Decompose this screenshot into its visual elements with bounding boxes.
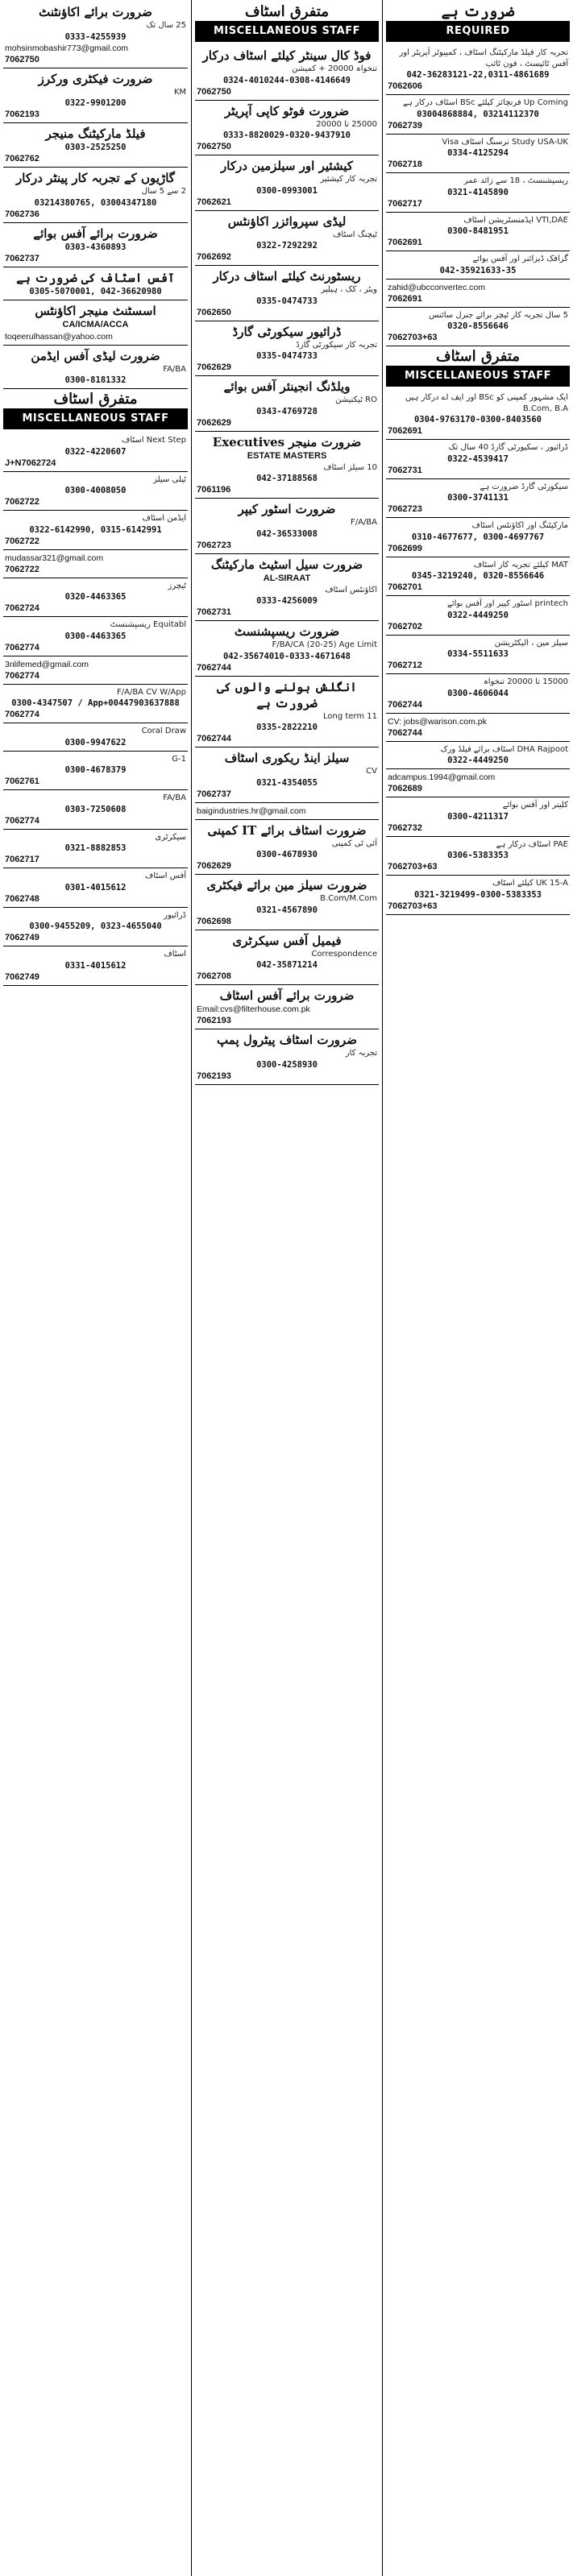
ad-code: 7062744	[388, 727, 422, 738]
ad-body: مارکیٹنگ اور اکاؤنٹس اسٹاف	[471, 521, 568, 530]
ad-body: Long term 11	[322, 711, 377, 721]
ad-body: گرافک ڈیزائنر اور آفس بوائے	[472, 255, 568, 263]
ad-code: 7062774	[5, 710, 39, 719]
classified-ad	[3, 433, 188, 472]
ad-headline: ضرورت منیجر Executives	[212, 434, 362, 449]
ad-body: 25000 تا 20000	[316, 119, 377, 129]
ad-english-tag: CA/ICMA/ACCA	[62, 319, 129, 329]
ad-code: 7062708	[197, 971, 231, 981]
classified-ad	[195, 1029, 379, 1085]
ad-code: 7062621	[197, 197, 231, 207]
ad-code: 7062737	[197, 789, 231, 799]
ad-phone[interactable]: 0321-3219499-0300-5383353	[413, 889, 542, 900]
ad-body: تجربہ کار	[345, 1049, 377, 1058]
ad-body: اسٹاف	[164, 950, 186, 959]
ad-phone[interactable]: 0321-8882853	[64, 843, 127, 853]
ad-headline: ضرورت سیلز مین برائے فیکٹری	[206, 878, 367, 892]
ad-body: Correspondence	[311, 949, 377, 959]
ad-code: 7062717	[5, 855, 39, 864]
ad-body: تجربہ کار فیلڈ مارکیٹنگ اسٹاف ، کمپیوٹر آپریٹر اور آفس ٹائپسٹ ، فون ٹائپ	[399, 48, 568, 68]
ad-body: 10 سیلز اسٹاف	[323, 462, 377, 472]
classified-ad	[195, 211, 379, 267]
middle-header-urdu: متفرق اسٹاف	[244, 3, 329, 20]
ad-code: 7062731	[197, 607, 231, 617]
left-misc-header-urdu: متفرق اسٹاف	[53, 391, 138, 408]
ad-phone[interactable]: 0321-4567890	[256, 905, 318, 915]
ad-code: 7062750	[197, 142, 231, 151]
classified-ad	[195, 432, 379, 499]
classified-ad	[195, 930, 379, 986]
ad-phone[interactable]: 042-35871214	[256, 960, 318, 970]
ad-phone[interactable]: 042-36283121-22,0311-4861689	[406, 70, 550, 80]
ad-headline: ضرورت ریسپشنسٹ	[234, 624, 340, 639]
ad-code: 7062723	[388, 504, 422, 514]
ad-email[interactable]: baigindustries.hr@gmail.com	[197, 806, 306, 816]
ad-code: 7062718	[388, 159, 422, 169]
classified-ad	[3, 123, 188, 168]
left-misc-header	[3, 391, 188, 429]
ad-headline: ضرورت برائے آفس اسٹاف	[219, 988, 355, 1003]
middle-header	[195, 3, 379, 42]
ad-code: 7062629	[197, 861, 231, 871]
ad-phone[interactable]: 0335-0474733	[256, 296, 318, 306]
ad-code: 7062703+63	[388, 901, 438, 911]
ad-code: 7062650	[197, 307, 231, 317]
ad-body: F/BA/CA (20-25) Age Limit	[272, 640, 377, 649]
ad-headline: ضرورت اسٹاف برائے IT کمپنی	[207, 822, 367, 838]
ad-body: RO ٹیکنیشن	[335, 396, 377, 404]
ad-phone[interactable]: 042-35921633-35	[439, 265, 517, 275]
ad-code: 7062761	[5, 777, 39, 786]
classified-ad	[3, 752, 188, 791]
ad-body: سیکرٹری	[155, 832, 186, 842]
classified-ad	[386, 479, 570, 519]
ad-code: 7062629	[197, 362, 231, 372]
right-misc-ads	[386, 390, 570, 915]
ad-phone[interactable]: 0320-8556646	[447, 321, 509, 331]
ad-english-tag: ESTATE MASTERS	[247, 450, 327, 461]
ad-code: 7062689	[388, 784, 422, 793]
ad-phone[interactable]: 0333-4255939	[64, 31, 127, 42]
ad-code: 7062774	[5, 670, 39, 681]
classified-ad	[3, 685, 188, 724]
ad-code: 7062702	[388, 621, 422, 632]
classified-ad	[3, 723, 188, 752]
ad-body: Up Coming فرنچائز کیلئے BSc اسٹاف درکار ہے	[403, 98, 568, 107]
ad-code: 7062606	[388, 81, 422, 91]
classified-ad	[3, 790, 188, 830]
ad-code: 7062748	[5, 893, 39, 904]
ad-body: ریسپشنسٹ ، 18 سے زائد عمر	[463, 176, 568, 185]
ad-code: 7062744	[197, 662, 231, 673]
ad-code: J+N7062724	[5, 458, 56, 468]
ad-headline: ضرورت برائے آفس بوائے	[33, 226, 158, 241]
classified-ad	[386, 636, 570, 675]
ad-phone[interactable]: 0300-4678930	[256, 850, 318, 859]
classified-ad	[195, 155, 379, 211]
ad-headline: اسسٹنٹ منیجر اکاؤنٹس	[35, 303, 156, 318]
left-misc-ads	[3, 433, 188, 986]
right-misc-header	[386, 348, 570, 387]
classified-ad	[386, 837, 570, 876]
classified-ad	[3, 346, 188, 390]
ad-code: 7062699	[388, 543, 422, 553]
ad-body: CV	[366, 767, 377, 776]
ad-headline: انگلش بولنے والوں کی ضرورت ہے	[217, 679, 357, 710]
ad-phone[interactable]: 0322-4449250	[447, 610, 509, 620]
ad-phone[interactable]: 0320-4463365	[64, 592, 127, 602]
classified-ad	[386, 390, 570, 440]
ad-headline: ضرورت سیل اسٹیٹ مارکیٹنگ	[210, 557, 363, 572]
ad-phone[interactable]: 0300-9455209, 0323-4655040	[29, 921, 162, 931]
ad-body: VTI,DAE ایڈمنسٹریشن اسٹاف	[463, 215, 568, 225]
ad-code: 7062722	[5, 564, 39, 574]
ad-code: 7062698	[197, 916, 231, 926]
ad-code: 7062744	[197, 734, 231, 743]
ad-code: 7062629	[197, 417, 231, 428]
ad-headline: ڈرائیور سیکورٹی گارڈ	[232, 324, 342, 339]
ad-phone[interactable]: 0343-4769728	[256, 406, 318, 416]
ad-phone[interactable]: 0333-4256009	[256, 596, 318, 606]
classified-ad	[195, 748, 379, 803]
ad-body: printech اسٹور کیپر اور آفس بوائے	[447, 599, 568, 608]
ad-phone[interactable]: 0322-4220607	[64, 446, 127, 457]
ad-code: 7062691	[388, 238, 422, 247]
classified-ad	[3, 617, 188, 656]
ad-headline: فیلڈ مارکیٹنگ منیجر	[45, 126, 146, 141]
classified-ad	[3, 267, 188, 300]
ad-phone[interactable]: 0310-4677677, 0300-4697767	[411, 532, 545, 542]
ad-code: 7062193	[5, 110, 39, 119]
classified-ad	[386, 769, 570, 797]
ad-phone[interactable]: 0331-4015612	[64, 960, 127, 971]
ad-body: G-1	[172, 754, 186, 764]
ad-phone[interactable]: 042-37188568	[256, 474, 318, 483]
ad-headline: آفس اسٹاف کی ضرورت ہے	[16, 270, 175, 285]
classified-ad	[195, 376, 379, 432]
classified-ad	[386, 797, 570, 837]
ad-code: 7062744	[388, 699, 422, 710]
ad-body: تنخواہ 20000 + کمیشن	[292, 64, 377, 73]
ad-phone[interactable]: 0335-2822210	[256, 723, 318, 732]
ad-phone[interactable]: 0334-5511633	[447, 649, 509, 659]
classified-ad	[195, 875, 379, 930]
ad-body: Coral Draw	[141, 727, 186, 735]
ad-body: FA/BA	[163, 793, 186, 802]
ad-email[interactable]: adcampus.1994@gmail.com	[388, 772, 496, 782]
classified-ad	[3, 2, 188, 68]
ad-email[interactable]: CV: jobs@warison.com.pk	[388, 716, 487, 727]
ad-phone[interactable]: 0303-4360893	[64, 242, 127, 252]
ad-code: 7062724	[5, 603, 39, 613]
ad-code: 7062739	[388, 120, 422, 130]
classified-ad	[3, 300, 188, 346]
column-miscellaneous	[191, 0, 382, 2576]
column-jobs	[0, 0, 191, 2576]
ad-phone[interactable]: 0322-6142990, 0315-6142991	[29, 524, 162, 535]
ad-body: FA/BA	[163, 364, 186, 374]
ad-code: 7062703+63	[388, 862, 438, 872]
ad-phone[interactable]: 0333-8820029-0320-9437910	[222, 130, 351, 140]
ad-code: 7062691	[388, 426, 422, 436]
ad-phone[interactable]: 0300-4347507 / App+00447903637888	[11, 698, 180, 708]
classified-ad	[3, 511, 188, 550]
ad-code: 7062722	[5, 497, 39, 507]
classified-ad	[3, 908, 188, 947]
ad-code: 7061196	[197, 485, 231, 495]
classified-ad	[386, 742, 570, 770]
ad-code: 7062193	[197, 1016, 231, 1025]
ad-code: 7062703+63	[388, 333, 438, 342]
classified-ad	[3, 472, 188, 511]
ad-phone[interactable]: 0300-9947622	[64, 737, 127, 748]
ad-phone[interactable]: 0322-9901200	[64, 98, 127, 108]
ad-body: F/A/BA	[350, 518, 377, 527]
ad-body: B.Com/M.Com	[320, 894, 377, 903]
column-required	[382, 0, 573, 2576]
classified-ad	[195, 803, 379, 820]
classified-ad	[386, 714, 570, 742]
ad-body: ٹیچنگ اسٹاف	[333, 230, 377, 239]
classified-ad	[3, 168, 188, 223]
middle-header-english: MISCELLANEOUS STAFF	[195, 21, 379, 42]
classified-ad	[3, 656, 188, 685]
ad-headline: ضرورت اسٹاف پیٹرول پمپ	[217, 1033, 357, 1047]
ad-phone[interactable]: 0300-8181332	[64, 375, 127, 385]
ad-code: 7062774	[5, 815, 39, 826]
ad-email[interactable]: Email:cvs@filterhouse.com.pk	[197, 1004, 310, 1014]
ad-body: DHA Rajpoot اسٹاف برائے فیلڈ ورک	[440, 744, 568, 754]
ad-body: ویٹر ، کک ، ہیلپر	[321, 285, 377, 294]
ad-code: 7062737	[5, 253, 39, 263]
ad-phone[interactable]: 0300-4463365	[64, 631, 127, 641]
classified-ad	[386, 251, 570, 280]
ad-code: 7062750	[197, 86, 231, 97]
ad-phone[interactable]: 0300-4211317	[447, 811, 509, 822]
classified-ad	[195, 321, 379, 377]
ad-code: 7062762	[5, 154, 39, 164]
classified-ad	[195, 266, 379, 321]
ad-body: 25 سال تک	[146, 21, 186, 30]
classified-ad	[386, 674, 570, 714]
ad-code: 7062750	[5, 54, 39, 64]
classified-ad	[386, 440, 570, 479]
ad-code: 7062692	[197, 252, 231, 262]
ad-phone[interactable]: 0321-4354055	[256, 777, 318, 788]
classified-ad	[195, 45, 379, 101]
classified-ad	[195, 101, 379, 156]
required-header-urdu: ضرورت ہے	[441, 3, 515, 20]
classified-ad	[386, 308, 570, 347]
ad-body: PAE اسٹاف درکار ہے	[496, 839, 568, 849]
ad-phone[interactable]: 03214380765, 03004347180	[34, 197, 157, 208]
ad-code: 7062736	[5, 209, 39, 219]
classified-ad	[3, 946, 188, 986]
ad-headline: فوڈ کال سینٹر کیلئے اسٹاف درکار	[202, 48, 372, 63]
ad-body: MAT کیلئے تجربہ کار اسٹاف	[473, 560, 568, 569]
classified-ad	[386, 557, 570, 597]
classified-ad	[386, 280, 570, 308]
ad-body: 5 سال تجربہ کار ٹیچر برائے جنرل سائنس	[429, 310, 568, 320]
ad-body: سیکورٹی گارڈ ضرورت ہے	[480, 482, 568, 491]
classified-ad	[195, 499, 379, 554]
ad-body: آفس اسٹاف	[144, 872, 186, 880]
classified-ad	[3, 868, 188, 908]
classified-ad	[386, 45, 570, 95]
ad-body: ایڈمن اسٹاف	[142, 514, 186, 523]
left-misc-header-english: MISCELLANEOUS STAFF	[3, 408, 188, 429]
classified-ad	[195, 677, 379, 748]
classified-ad	[195, 621, 379, 677]
ad-body: KM	[173, 87, 186, 97]
ad-phone[interactable]: 0306-5383353	[447, 851, 509, 860]
ad-headline: ضرورت فوٹو کاپی آپریٹر	[224, 103, 350, 118]
classified-ad	[3, 223, 188, 267]
ad-email[interactable]: mohsinmobashir773@gmail.com	[5, 43, 129, 53]
ad-code: 7062732	[388, 822, 422, 833]
left-ads	[3, 2, 188, 389]
ad-code: 7062712	[388, 661, 422, 670]
classified-ad	[386, 95, 570, 135]
ad-headline: ضرورت اسٹور کیپر	[238, 502, 336, 516]
ad-phone[interactable]: 0301-4015612	[64, 882, 127, 892]
classified-ad	[386, 518, 570, 557]
ad-phone[interactable]: 0300-8481951	[447, 226, 509, 236]
right-misc-header-urdu: متفرق اسٹاف	[435, 348, 520, 365]
classified-ad	[386, 876, 570, 915]
middle-ads	[195, 45, 379, 1085]
classified-ad	[3, 830, 188, 869]
ad-phone[interactable]: 0300-4606044	[447, 688, 509, 698]
ad-phone[interactable]: 0300-4008050	[64, 486, 127, 495]
ad-body: 2 سے 5 سال	[141, 187, 186, 196]
classified-ad	[195, 554, 379, 622]
required-header	[386, 3, 570, 42]
required-header-english: REQUIRED	[386, 21, 570, 42]
ad-headline: ضرورت برائے اکاؤنٹنٹ	[39, 5, 152, 19]
ad-body: ٹیچرز	[168, 581, 186, 590]
ad-phone[interactable]: 0335-0474733	[256, 351, 318, 361]
ad-phone[interactable]: 0303-2525250	[64, 143, 127, 152]
ad-body: کلینر اور آفس بوائے	[502, 801, 568, 810]
ad-phone[interactable]: 0334-4125294	[447, 148, 509, 158]
ad-body: سیلز مین ، الیکٹریشن	[494, 638, 568, 648]
ad-email[interactable]: mudassar321@gmail.com	[5, 553, 104, 563]
ad-body: ایک مشہور کمپنی کو BSc اور ایف اے درکار ہیں B.Com, B.A	[405, 393, 568, 413]
ad-headline: ضرورت فیکٹری ورکرز	[38, 71, 153, 86]
right-misc-header-english: MISCELLANEOUS STAFF	[386, 366, 570, 387]
ad-phone[interactable]: 0300-0993001	[256, 185, 318, 196]
classified-ad	[3, 550, 188, 578]
classified-ad	[386, 173, 570, 213]
required-ads	[386, 45, 570, 346]
ad-code: 7062731	[388, 465, 422, 475]
ad-body: UK 15-A کیلئے اسٹاف	[492, 879, 568, 888]
ad-phone[interactable]: 0300-4678379	[64, 765, 127, 775]
ad-phone[interactable]: 03004868884, 03214112370	[417, 109, 539, 119]
ad-phone[interactable]: 0305-5070001, 042-36620980	[29, 286, 162, 296]
ad-body: Study USA-UK نرسنگ اسٹاف Visa	[442, 137, 568, 147]
classified-ad	[3, 68, 188, 124]
ad-phone[interactable]: 0322-4449250	[447, 756, 509, 765]
ad-headline: فیمیل آفس سیکرٹری	[232, 933, 342, 948]
ad-body: تجربہ کار کیشئیر	[320, 175, 377, 184]
ad-phone[interactable]: 042-35674010-0333-4671648	[222, 651, 351, 661]
ad-email[interactable]: zahid@ubcconvertec.com	[388, 282, 485, 292]
ad-phone[interactable]: 0321-4145890	[447, 187, 509, 197]
ad-headline: ریسٹورنٹ کیلئے اسٹاف درکار	[213, 269, 361, 284]
ad-body: اکاؤنٹس اسٹاف	[325, 585, 377, 594]
ad-email[interactable]: toqeerulhassan@yahoo.com	[5, 331, 113, 342]
ad-headline: سیلز اینڈ ریکوری اسٹاف	[224, 751, 350, 765]
ad-phone[interactable]: 0324-4010244-0308-4146649	[222, 75, 351, 85]
ad-headline: کیشئیر اور سیلزمین درکار	[221, 159, 353, 173]
classified-ad	[386, 213, 570, 252]
ad-phone[interactable]: 0345-3219240, 0320-8556646	[411, 571, 545, 581]
ad-body: ڈرائیور ، سکیورٹی گارڈ 40 سال تک	[448, 443, 568, 452]
ad-phone[interactable]: 0303-7250608	[64, 804, 127, 814]
ad-code: 7062749	[5, 933, 39, 942]
ad-code: 7062717	[388, 198, 422, 209]
ad-body: ڈرائیور	[164, 910, 186, 920]
ad-phone[interactable]: 0300-4258930	[256, 1059, 318, 1070]
ad-phone[interactable]: 0304-9763170-0300-8403560	[413, 415, 542, 425]
ad-code: 7062701	[388, 582, 422, 592]
classified-ad	[195, 820, 379, 876]
ad-phone[interactable]: 042-36533008	[256, 528, 318, 539]
ad-body: Equitabl ریسپشنسٹ	[110, 620, 186, 629]
classified-ad	[3, 578, 188, 618]
ad-headline: ویلڈنگ انجینئر آفس بوائے	[223, 379, 351, 394]
ad-body: Next Step اسٹاف	[121, 436, 186, 445]
ad-headline: ضرورت لیڈی آفس ایڈمن	[31, 348, 160, 363]
ad-body: تجربہ کار سیکورٹی گارڈ	[296, 340, 377, 350]
ad-body: ٹیلی سیلز	[153, 474, 186, 484]
ad-phone[interactable]: 0300-3741131	[447, 493, 509, 503]
classified-ad	[386, 596, 570, 636]
ad-headline: لیڈی سپروائزر اکاؤنٹس	[227, 213, 347, 229]
ad-phone[interactable]: 0322-7292292	[256, 241, 318, 251]
classified-ad	[195, 985, 379, 1029]
ad-code: 7062691	[388, 293, 422, 304]
classified-ad	[386, 135, 570, 174]
ad-code: 7062722	[5, 536, 39, 546]
ad-body: آئی ٹی کمپنی	[331, 839, 377, 848]
ad-headline: گاڑیوں کے تجربہ کار پینٹر درکار	[16, 171, 175, 185]
ad-body: F/A/BA CV W/App	[116, 687, 186, 697]
ad-code: 7062193	[197, 1071, 231, 1081]
ad-code: 7062749	[5, 971, 39, 982]
ad-english-tag: AL-SIRAAT	[263, 573, 311, 583]
ad-body: 15000 تا 20000 تنخواہ	[483, 677, 568, 686]
ad-email[interactable]: 3nlifemed@gmail.com	[5, 659, 89, 669]
ad-code: 7062723	[197, 540, 231, 550]
ad-code: 7062774	[5, 642, 39, 652]
ad-phone[interactable]: 0322-4539417	[447, 453, 509, 464]
